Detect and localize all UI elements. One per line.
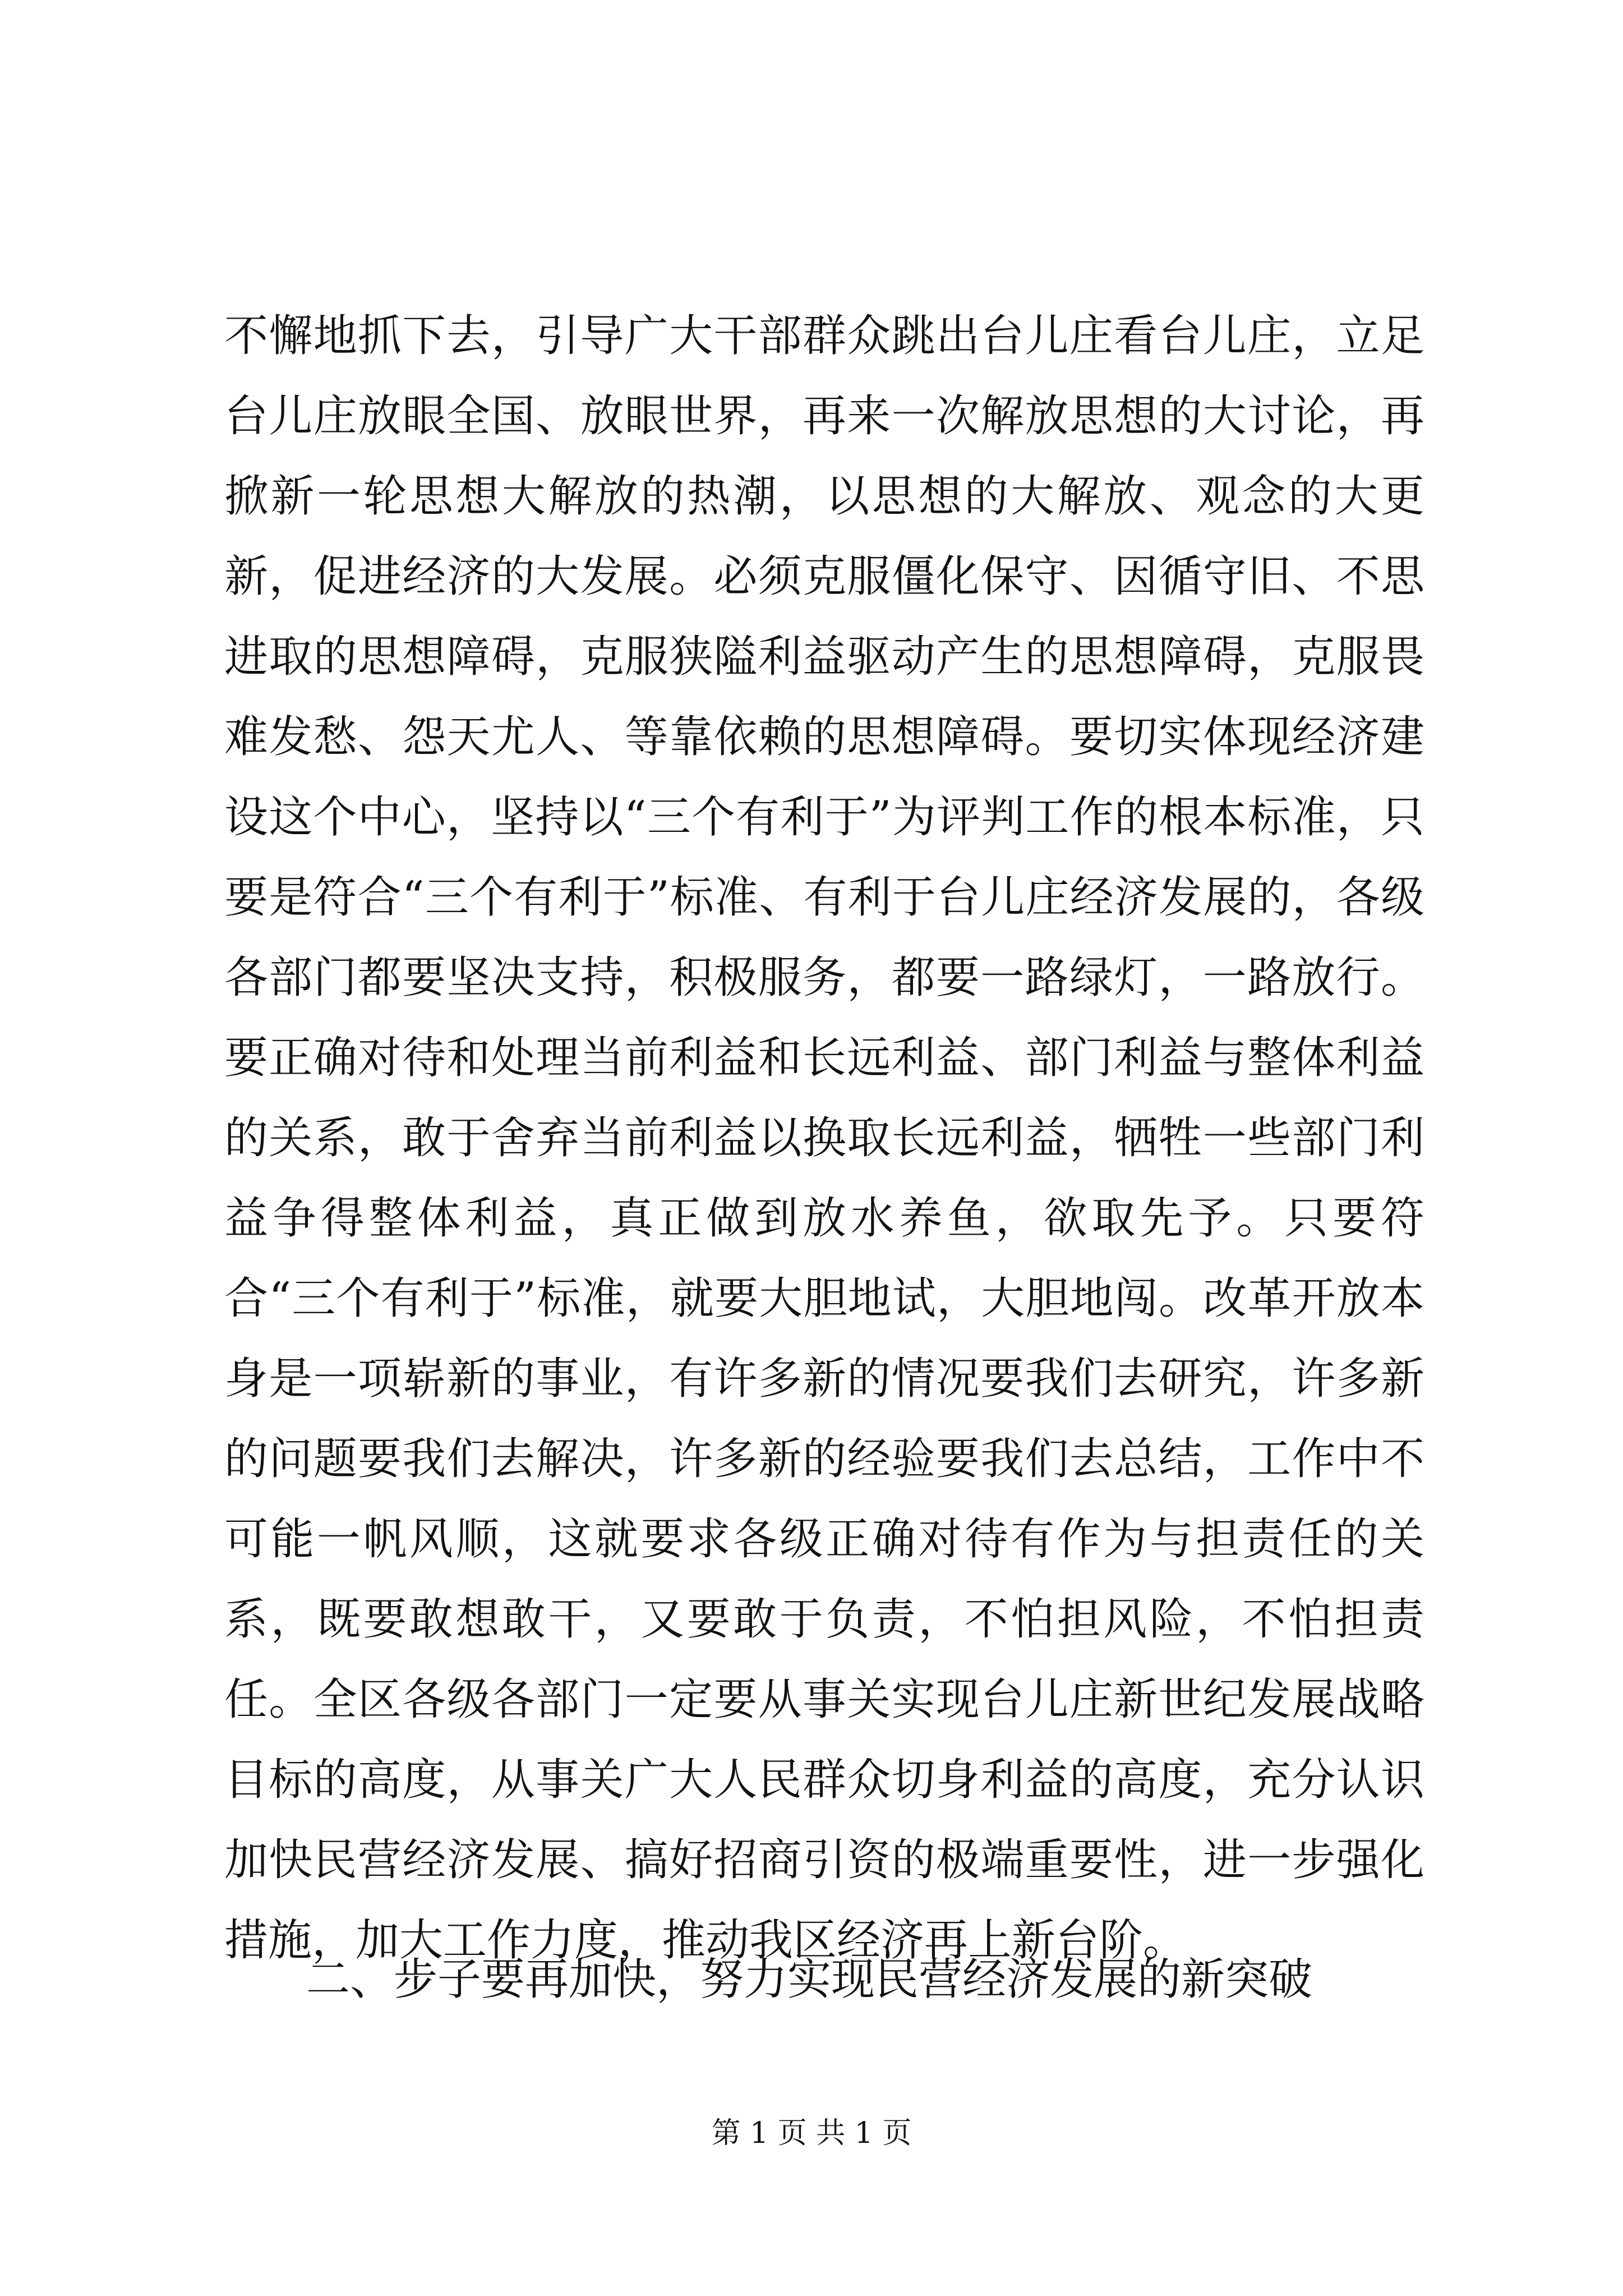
page-footer: 第 1 页 共 1 页 — [711, 2116, 912, 2150]
section-heading: 二、步子要再加快，努力实现民营经济发展的新突破 — [306, 1954, 1313, 2005]
body-paragraph: 不懈地抓下去，引导广大干部群众跳出台儿庄看台儿庄，立足台儿庄放眼全国、放眼世界，再来一次解放思想的大讨论，再掀新一轮思想大解放的热潮，以思想的大解放、观念的大更新，促进经济的大发展。必须克服僵化保守、因循守旧、不思进取的思想障碍，克服狭隘利益驱动产生的思想障碍，克服畏难发愁、怨天尤人、等靠依赖的思想障碍。要切实体现经济建设这个中心，坚持以“三个有利于”为评判工作的根本标准，只要是符合“三个有利于”标准、有利于台儿庄经济发展的，各级各部门都要坚决支持，积极服务，都要一路绿灯，一路放行。要正确对待和处理当前利益和长远利益、部门利益与整体利益的关系，敢于舍弃当前利益以换取长远利益，牺牲一些部门利益争得整体利益，真正做到放水养鱼，欲取先予。只要符合“三个有利于”标准，就要大胆地试，大胆地闯。改革开放本身是一项崭新的事业，有许多新的情况要我们去研究，许多新的问题要我们去解决，许多新的经验要我们去总结，工作中不可能一帆风顺，这就要求各级正确对待有作为与担责任的关系，既要敢想敢干，又要敢于负责，不怕担风险，不怕担责任。全区各级各部门一定要从事关实现台儿庄新世纪发展战略目标的高度，从事关广大人民群众切身利益的高度，充分认识加快民营经济发展、搞好招商引资的极端重要性，进一步强化措施，加大工作力度，推动我区经济再上新台阶。 — [224, 311, 1424, 1966]
